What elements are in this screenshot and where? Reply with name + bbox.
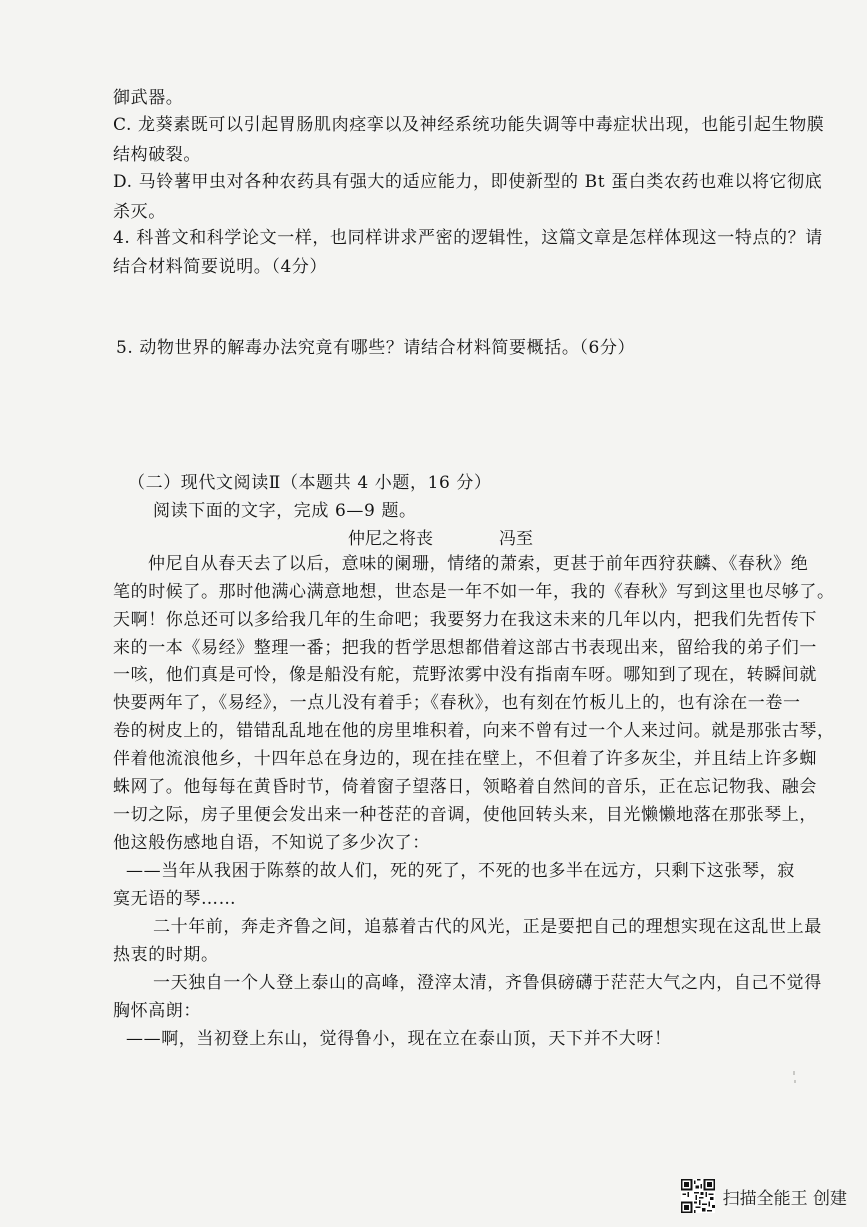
- paragraph-line: 天啊！你总还可以多给我几年的生命吧；我要努力在我这未来的几年以内，把我们先哲传下: [113, 610, 817, 630]
- text-line: C. 龙葵素既可以引起胃肠肌肉痉挛以及神经系统功能失调等中毒症状出现，也能引起生物膜: [113, 115, 825, 135]
- reading-instruction: 阅读下面的文字，完成 6—9 题。: [153, 501, 417, 521]
- qr-code-icon: [681, 1179, 715, 1213]
- section-heading: （二）现代文阅读Ⅱ（本题共 4 小题，16 分）: [128, 473, 492, 493]
- watermark-text: 扫描全能王 创建: [722, 1188, 847, 1209]
- text-line: 杀灭。: [113, 202, 166, 222]
- paragraph-line: ——当年从我困于陈蔡的故人们，死的死了，不死的也多半在远方，只剩下这张琴，寂: [126, 861, 795, 881]
- text-line: 结构破裂。: [113, 145, 201, 165]
- paragraph-line: 仲尼自从春天去了以后，意味的阑珊，情绪的萧索，更甚于前年西狩获麟、《春秋》绝: [148, 554, 809, 574]
- paragraph-line: 胸怀高朗：: [113, 1001, 201, 1021]
- paragraph-line: 蛛网了。他每每在黄昏时节，倚着窗子望落日，领略着自然间的音乐，正在忘记物我、融会: [113, 777, 817, 797]
- paragraph-line: 来的一本《易经》整理一番；把我的哲学思想都借着这部古书表现出来，留给我的弟子们一: [113, 638, 817, 658]
- paragraph-line: ——啊，当初登上东山，觉得鲁小，现在立在泰山顶，天下并不大呀！: [126, 1029, 672, 1049]
- paragraph-line: 快要两年了，《易经》，一点儿没有着手；《春秋》，也有刻在竹板儿上的，也有涂在一卷一: [113, 693, 801, 713]
- paragraph-line: 一切之际，房子里便会发出来一种苍茫的音调，使他回转头来，目光懒懒地落在那张琴上，: [113, 805, 817, 825]
- paragraph-line: 卷的树皮上的，错错乱乱地在他的房里堆积着，向来不曾有过一个人来过问。就是那张古琴，: [113, 721, 835, 741]
- text-line: 御武器。: [113, 88, 184, 108]
- paragraph-line: 一咳，他们真是可怜，像是船没有舵，荒野浓雾中没有指南车呀。哪知到了现在，转瞬间就: [113, 665, 817, 685]
- paragraph-line: 笔的时候了。那时他满心满意地想，世态是一年不如一年，我的《春秋》写到这里也尽够了。: [113, 582, 835, 602]
- paragraph-line: 一天独自一个人登上泰山的高峰，澄滓太清，齐鲁俱磅礴于茫茫大气之内，自己不觉得: [153, 973, 822, 993]
- question-5: 5. 动物世界的解毒办法究竟有哪些？请结合材料简要概括。（6分）: [116, 338, 636, 358]
- paragraph-line: 伴着他流浪他乡，十四年总在身边的，现在挂在壁上，不但着了许多灰尘，并且结上许多蜘: [113, 749, 817, 769]
- scan-speck: [793, 1071, 795, 1075]
- text-line: D. 马铃薯甲虫对各种农药具有强大的适应能力，即使新型的 Bt 蛋白类农药也难以将它彻底: [113, 172, 823, 192]
- question-4: 4. 科普文和科学论文一样，也同样讲求严密的逻辑性，这篇文章是怎样体现这一特点的？请: [113, 228, 823, 248]
- article-title: 仲尼之将丧: [348, 529, 433, 549]
- paragraph-line: 他这般伤感地自语，不知说了多少次了：: [113, 833, 430, 853]
- question-4-cont: 结合材料简要说明。（4分）: [113, 257, 328, 277]
- scan-speck: [794, 1080, 796, 1083]
- paragraph-line: 热衷的时期。: [113, 945, 219, 965]
- paragraph-line: 寞无语的琴……: [113, 889, 237, 909]
- scanner-watermark: [681, 1179, 847, 1213]
- article-author: 冯至: [499, 529, 533, 549]
- paragraph-line: 二十年前，奔走齐鲁之间，追慕着古代的风光，正是要把自己的理想实现在这乱世上最: [153, 917, 822, 937]
